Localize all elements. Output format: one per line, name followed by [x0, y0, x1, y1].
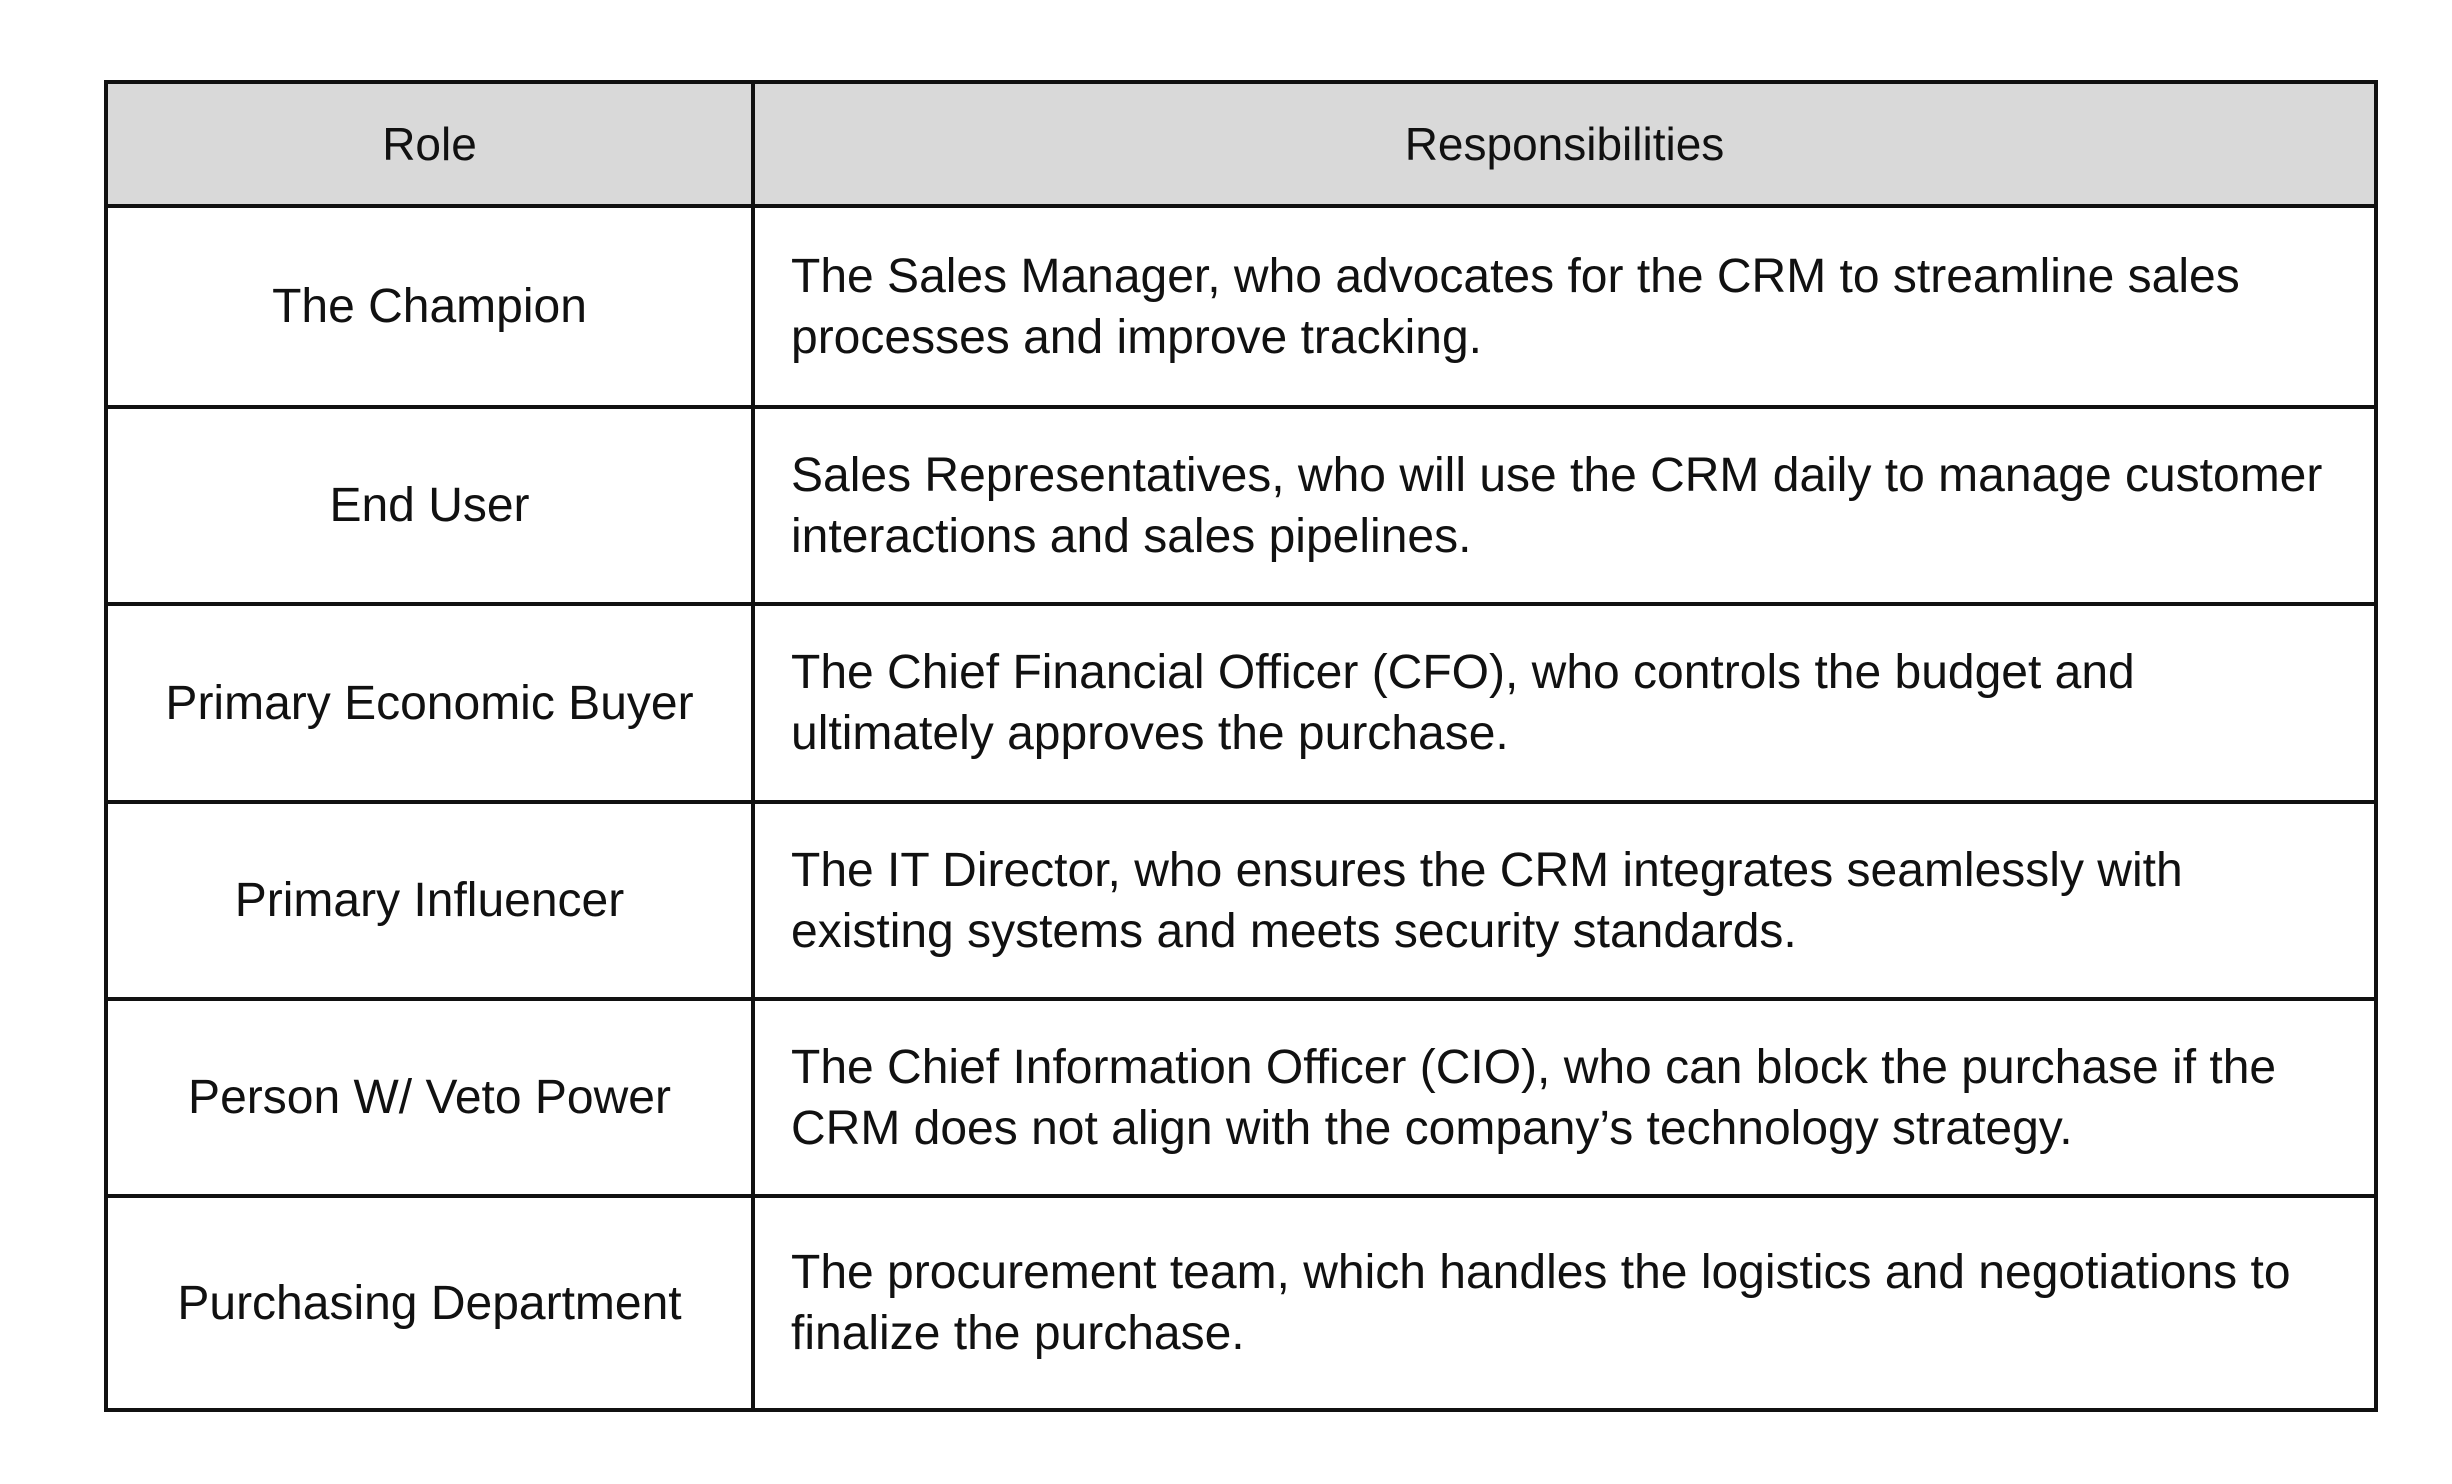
- roles-table: [104, 80, 2378, 1412]
- responsibilities-cell: Sales Representatives, who will use the CRM daily to manage customer interactions and sales pipelines.: [753, 407, 2376, 604]
- table-body: [106, 206, 2376, 1410]
- table-row: [106, 802, 2376, 999]
- table-header: [106, 82, 2376, 206]
- roles-table-container: [104, 80, 2374, 1412]
- role-cell: Purchasing Department: [106, 1196, 753, 1410]
- table-row: [106, 999, 2376, 1196]
- table-row: [106, 1196, 2376, 1410]
- responsibilities-cell: The Chief Information Officer (CIO), who can block the purchase if the CRM does not align with the company’s technology strategy.: [753, 999, 2376, 1196]
- header-row: [106, 82, 2376, 206]
- responsibilities-cell: The procurement team, which handles the logistics and negotiations to finalize the purchase.: [753, 1196, 2376, 1410]
- role-cell: Primary Economic Buyer: [106, 604, 753, 802]
- role-cell: End User: [106, 407, 753, 604]
- role-cell: Person W/ Veto Power: [106, 999, 753, 1196]
- table-row: [106, 604, 2376, 802]
- header-responsibilities: Responsibilities: [753, 82, 2376, 206]
- role-cell: Primary Influencer: [106, 802, 753, 999]
- header-role: Role: [106, 82, 753, 206]
- responsibilities-cell: The Sales Manager, who advocates for the CRM to streamline sales processes and improve tracking.: [753, 206, 2376, 407]
- table-row: [106, 407, 2376, 604]
- table-row: [106, 206, 2376, 407]
- responsibilities-cell: The Chief Financial Officer (CFO), who controls the budget and ultimately approves the purchase.: [753, 604, 2376, 802]
- responsibilities-cell: The IT Director, who ensures the CRM integrates seamlessly with existing systems and meets security standards.: [753, 802, 2376, 999]
- role-cell: The Champion: [106, 206, 753, 407]
